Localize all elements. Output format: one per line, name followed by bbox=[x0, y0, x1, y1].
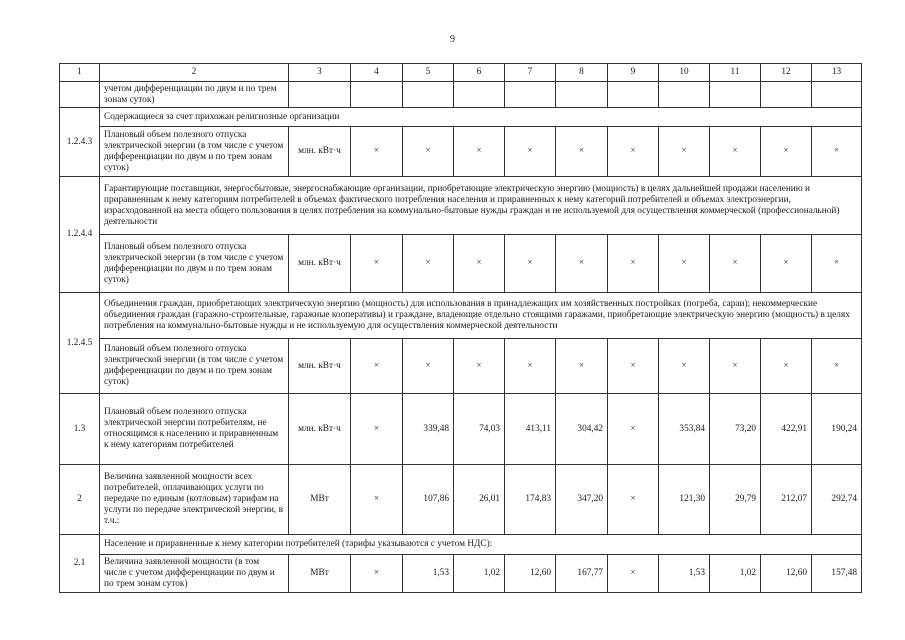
value-cell: × bbox=[659, 127, 710, 177]
table-row bbox=[60, 535, 862, 555]
header-cell: 1 bbox=[60, 64, 100, 82]
value-cell: × bbox=[505, 235, 556, 293]
value-cell: × bbox=[608, 394, 659, 465]
value-cell: × bbox=[454, 235, 505, 293]
value-cell: × bbox=[351, 394, 403, 465]
unit-cell: млн. кВт·ч bbox=[289, 339, 351, 394]
row-description: Плановый объем полезного отпуска электрической энергии (в том числе с учетом дифференциации по двум и по трем зонам суток) bbox=[100, 235, 289, 293]
section-heading: Объединения граждан, приобретающих электрическую энергию (мощность) для использования в принадлежащих им хозяйственных постройках (погреба, сараи); некоммерческие объединения граждан (гаражно-строительные, гаражные кооперативы) и граждане, владеющие отдельно стоящими гаражами, приобретающие электрическую энергию (мощность) в целях потребления на коммунально-бытовые нужды и не используемую для осуществления коммерческой деятельности bbox=[100, 293, 862, 339]
header-cell: 7 bbox=[505, 64, 556, 82]
row-number: 1.2.4.3 bbox=[60, 108, 100, 177]
value-cell: × bbox=[505, 127, 556, 177]
value-cell: × bbox=[608, 555, 659, 593]
section-heading: Население и приравненные к нему категории потребителей (тарифы указываются с учетом НДС): bbox=[100, 535, 862, 555]
header-cell: 5 bbox=[403, 64, 454, 82]
table-row bbox=[60, 293, 862, 339]
value-cell: × bbox=[454, 127, 505, 177]
value-cell: 12,60 bbox=[505, 555, 556, 593]
value-cell: 413,11 bbox=[505, 394, 556, 465]
table-row bbox=[60, 339, 862, 394]
value-cell bbox=[761, 82, 812, 108]
row-description: Плановый объем полезного отпуска электрической энергии потребителям, не относящимся к населению и приравненным к нему категориям потребителей bbox=[100, 394, 289, 465]
row-description: Плановый объем полезного отпуска электрической энергии (в том числе с учетом дифференциации по двум и по трем зонам суток) bbox=[100, 339, 289, 394]
value-cell: 339,48 bbox=[403, 394, 454, 465]
header-cell: 3 bbox=[289, 64, 351, 82]
value-cell: × bbox=[505, 339, 556, 394]
value-cell: × bbox=[710, 127, 761, 177]
table-row bbox=[60, 394, 862, 465]
row-description: Плановый объем полезного отпуска электрической энергии (в том числе с учетом дифференциации по двум и по трем зонам суток) bbox=[100, 127, 289, 177]
value-cell: × bbox=[351, 465, 403, 535]
row-description: Величина заявленной мощности (в том числе с учетом дифференциации по двум и по трем зонам суток) bbox=[100, 555, 289, 593]
value-cell: × bbox=[710, 339, 761, 394]
value-cell: 26,01 bbox=[454, 465, 505, 535]
table-row bbox=[60, 108, 862, 127]
unit-cell: МВт bbox=[289, 555, 351, 593]
value-cell: × bbox=[608, 465, 659, 535]
page-number: 9 bbox=[450, 34, 455, 45]
section-heading: Содержащиеся за счет прихожан религиозные организации bbox=[100, 108, 862, 127]
row-number: 2 bbox=[60, 465, 100, 535]
unit-cell: млн. кВт·ч bbox=[289, 127, 351, 177]
value-cell: × bbox=[351, 235, 403, 293]
value-cell: × bbox=[659, 339, 710, 394]
table-row bbox=[60, 177, 862, 235]
value-cell: × bbox=[351, 555, 403, 593]
header-cell: 2 bbox=[100, 64, 289, 82]
row-number: 1.2.4.4 bbox=[60, 177, 100, 293]
row-description: Величина заявленной мощности всех потребителей, оплачивающих услуги по передаче по единым (котловым) тарифам на услуги по передаче электрической энергии, в т.ч.: bbox=[100, 465, 289, 535]
value-cell: 1,53 bbox=[659, 555, 710, 593]
row-number: 1.3 bbox=[60, 394, 100, 465]
unit-cell: млн. кВт·ч bbox=[289, 394, 351, 465]
value-cell: × bbox=[659, 235, 710, 293]
value-cell: × bbox=[761, 339, 812, 394]
header-cell: 12 bbox=[761, 64, 812, 82]
value-cell: × bbox=[608, 127, 659, 177]
value-cell: 212,07 bbox=[761, 465, 812, 535]
value-cell: × bbox=[608, 235, 659, 293]
value-cell: 12,60 bbox=[761, 555, 812, 593]
value-cell: × bbox=[454, 339, 505, 394]
value-cell bbox=[505, 82, 556, 108]
row-number-cell bbox=[60, 82, 100, 108]
row-description: учетом дифференциации по двум и по трем зонам суток) bbox=[100, 82, 289, 108]
value-cell: 107,86 bbox=[403, 465, 454, 535]
value-cell bbox=[812, 82, 862, 108]
value-cell: × bbox=[403, 339, 454, 394]
header-row bbox=[60, 64, 862, 82]
value-cell bbox=[710, 82, 761, 108]
table-row bbox=[60, 235, 862, 293]
value-cell: × bbox=[812, 127, 862, 177]
value-cell: 73,20 bbox=[710, 394, 761, 465]
value-cell: × bbox=[812, 235, 862, 293]
value-cell: × bbox=[403, 235, 454, 293]
table-row bbox=[60, 555, 862, 593]
value-cell: 121,30 bbox=[659, 465, 710, 535]
header-cell: 13 bbox=[812, 64, 862, 82]
value-cell bbox=[659, 82, 710, 108]
table-row bbox=[60, 82, 862, 108]
section-heading: Гарантирующие поставщики, энергосбытовые, энергоснабжающие организации, приобретающие электрическую энергию (мощность) в целях дальнейшей продажи населению и приравненным к нему категориям потребителей в объемах фактического потребления населения и приравненных к нему категорий потребителей и объемах электроэнергии, израсходованной на места общего пользования в целях потребления на коммунально-бытовые нужды граждан и не используемой для осуществления коммерческой (профессиональной) деятельности bbox=[100, 177, 862, 235]
value-cell: × bbox=[556, 127, 608, 177]
value-cell: × bbox=[761, 127, 812, 177]
value-cell: × bbox=[403, 127, 454, 177]
value-cell bbox=[454, 82, 505, 108]
row-number: 1.2.4.5 bbox=[60, 293, 100, 394]
header-cell: 4 bbox=[351, 64, 403, 82]
value-cell: 174,83 bbox=[505, 465, 556, 535]
value-cell: 1,53 bbox=[403, 555, 454, 593]
value-cell: 1,02 bbox=[454, 555, 505, 593]
value-cell: 74,03 bbox=[454, 394, 505, 465]
value-cell: × bbox=[556, 339, 608, 394]
value-cell: 347,20 bbox=[556, 465, 608, 535]
value-cell: 292,74 bbox=[812, 465, 862, 535]
value-cell: × bbox=[608, 339, 659, 394]
value-cell bbox=[556, 82, 608, 108]
unit-cell: млн. кВт·ч bbox=[289, 235, 351, 293]
header-cell: 6 bbox=[454, 64, 505, 82]
header-cell: 8 bbox=[556, 64, 608, 82]
value-cell: 353,84 bbox=[659, 394, 710, 465]
value-cell: × bbox=[351, 339, 403, 394]
unit-cell: МВт bbox=[289, 465, 351, 535]
header-cell: 10 bbox=[659, 64, 710, 82]
value-cell bbox=[403, 82, 454, 108]
value-cell: × bbox=[761, 235, 812, 293]
table-row bbox=[60, 465, 862, 535]
value-cell: 29,79 bbox=[710, 465, 761, 535]
value-cell bbox=[608, 82, 659, 108]
value-cell: 1,02 bbox=[710, 555, 761, 593]
value-cell bbox=[351, 82, 403, 108]
value-cell: 157,48 bbox=[812, 555, 862, 593]
row-number: 2.1 bbox=[60, 535, 100, 593]
value-cell: × bbox=[812, 339, 862, 394]
value-cell: 422,91 bbox=[761, 394, 812, 465]
value-cell: × bbox=[351, 127, 403, 177]
value-cell: × bbox=[556, 235, 608, 293]
header-cell: 9 bbox=[608, 64, 659, 82]
header-cell: 11 bbox=[710, 64, 761, 82]
tariff-table bbox=[59, 63, 862, 593]
value-cell: × bbox=[710, 235, 761, 293]
value-cell: 304,42 bbox=[556, 394, 608, 465]
value-cell: 190,24 bbox=[812, 394, 862, 465]
value-cell: 167,77 bbox=[556, 555, 608, 593]
table-row bbox=[60, 127, 862, 177]
unit-cell bbox=[289, 82, 351, 108]
